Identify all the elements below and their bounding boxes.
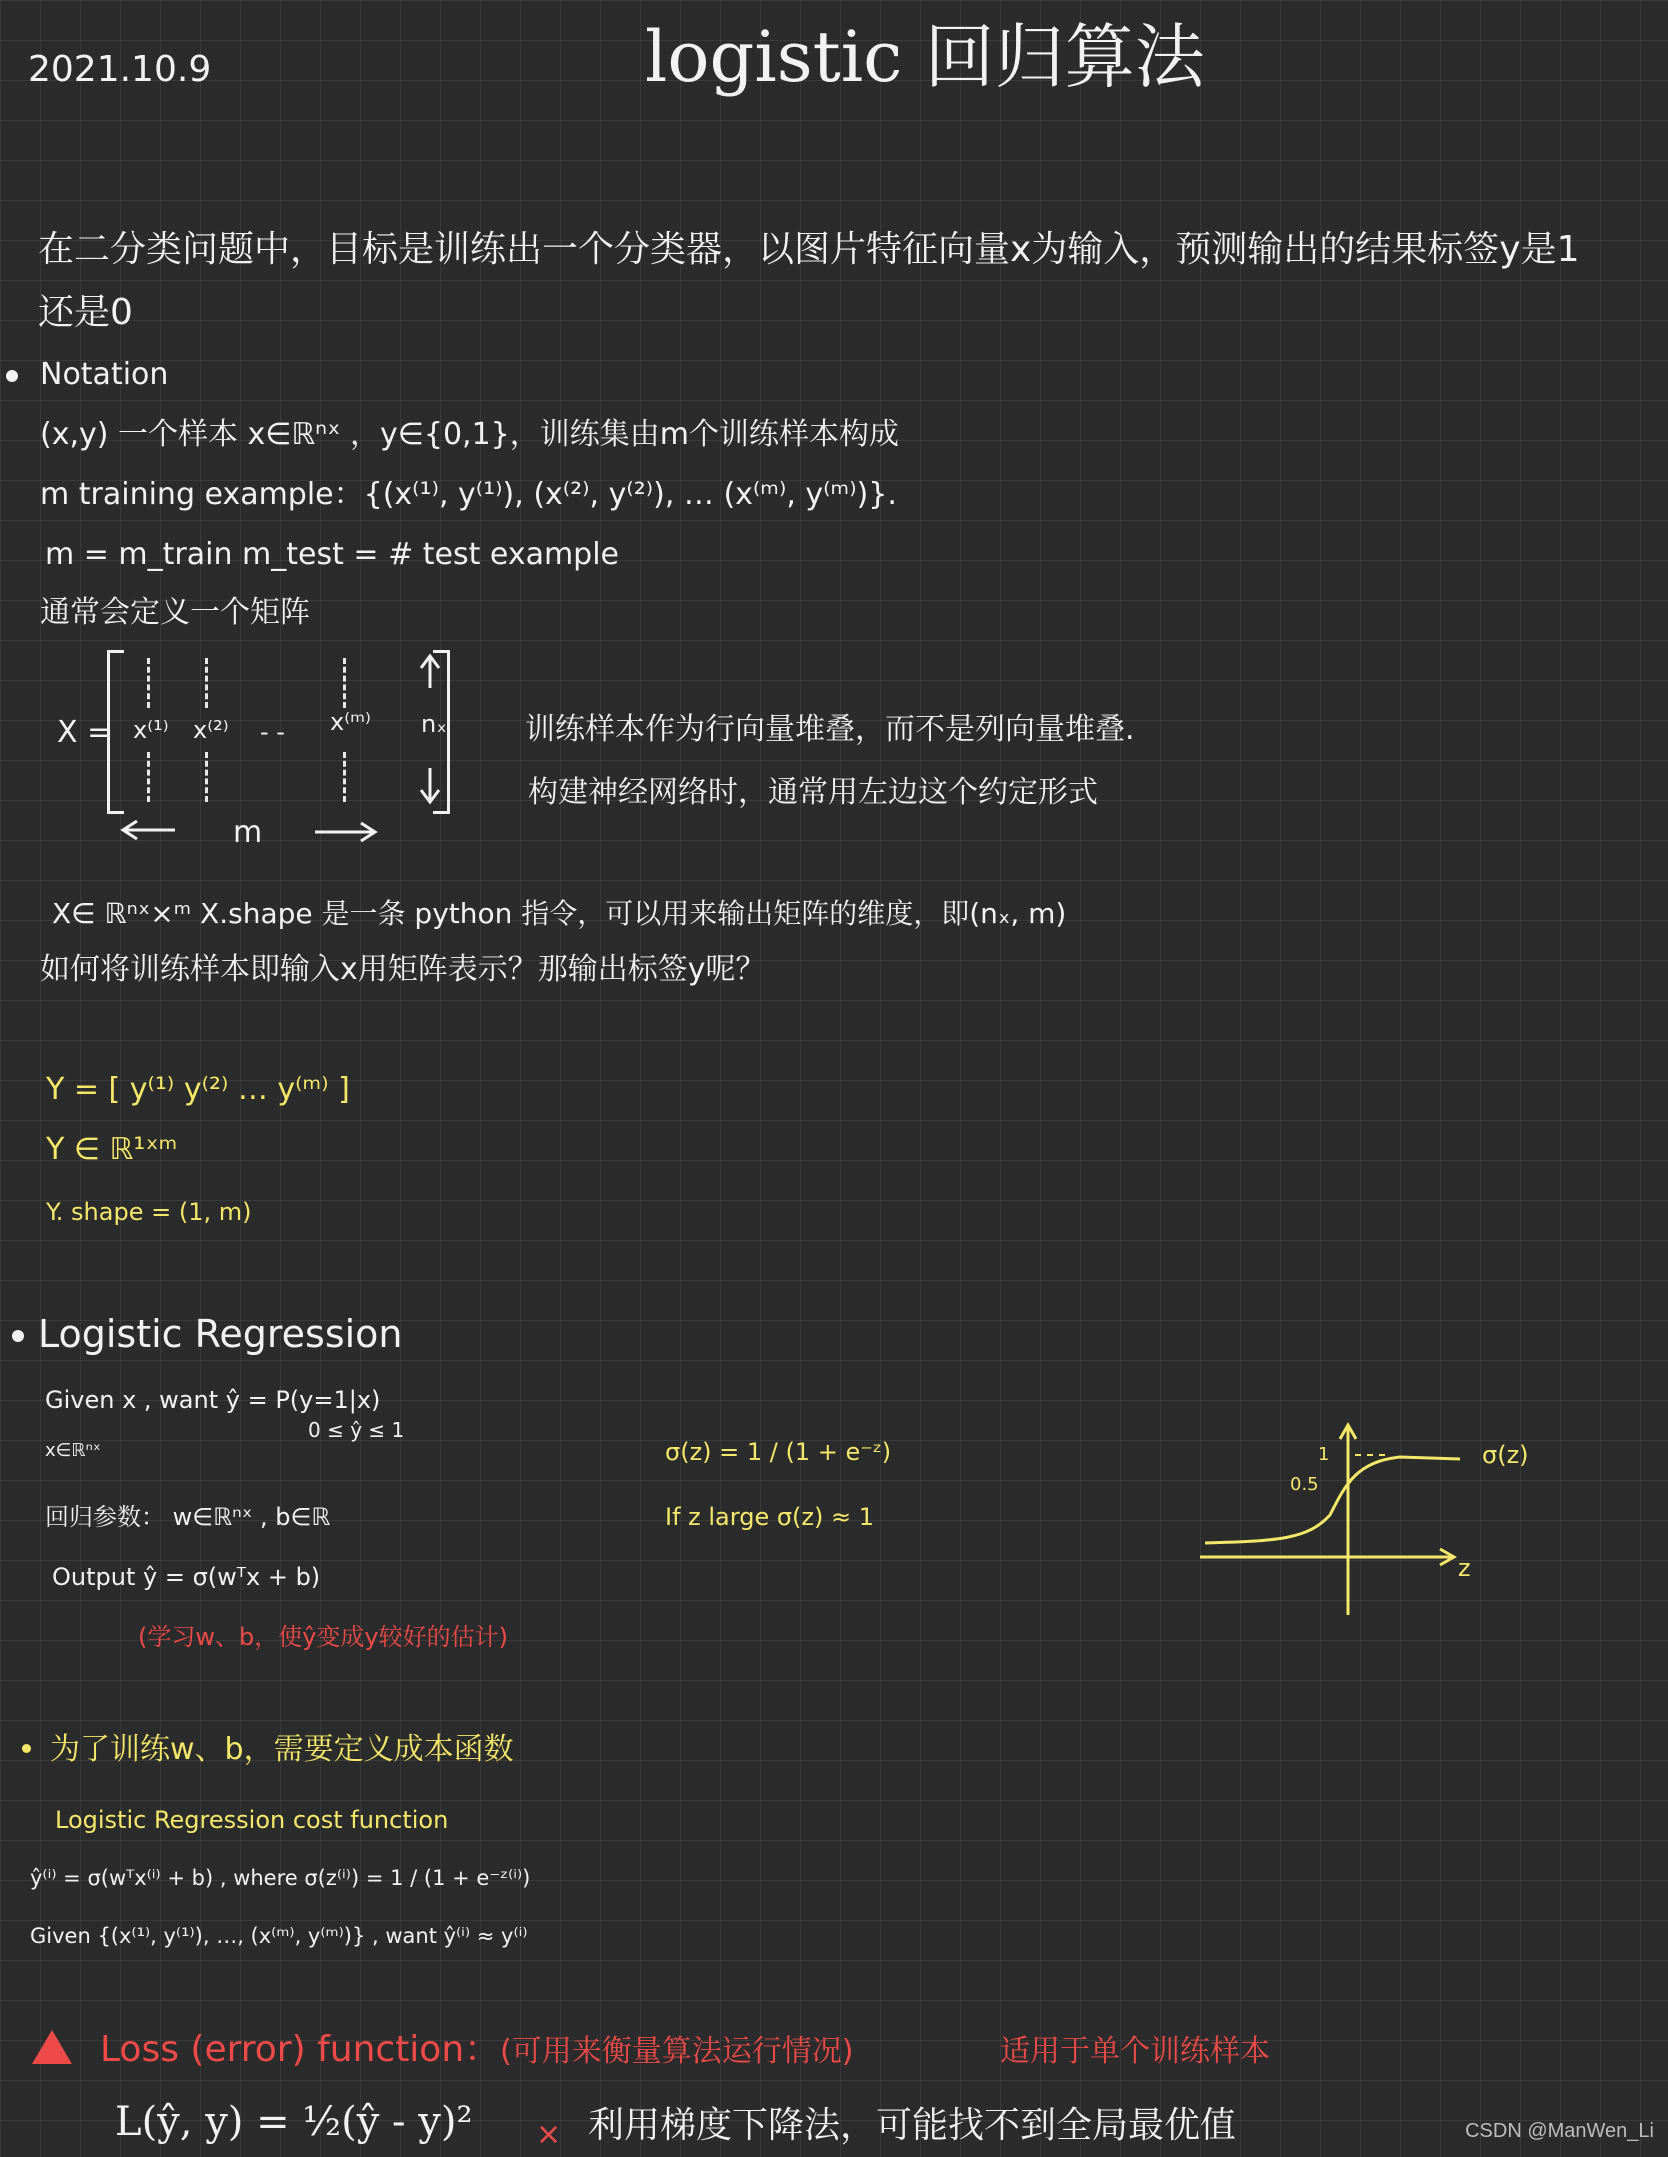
logistic-range: 0 ≤ ŷ ≤ 1: [308, 1418, 405, 1442]
logistic-output: Output ŷ = σ(wᵀx + b): [52, 1563, 321, 1591]
matrix-note-2: 构建神经网络时，通常用左边这个约定形式: [528, 775, 1098, 810]
sigma-large: If z large σ(z) ≈ 1: [665, 1503, 875, 1531]
matrix-intro: 通常会定义一个矩阵: [40, 595, 310, 630]
loss-title: Loss (error) function：: [100, 2029, 501, 2070]
graph-one-label: 1: [1318, 1444, 1330, 1465]
logistic-x-space: x∈ℝⁿˣ: [45, 1440, 101, 1461]
cost-yhat: ŷ⁽ⁱ⁾ = σ(wᵀx⁽ⁱ⁾ + b) , where σ(z⁽ⁱ⁾) = 1 / (1 + e⁻ᶻ⁽ⁱ⁾): [30, 1866, 531, 1890]
matrix-col: - -: [260, 718, 285, 746]
sigmoid-graph: [1190, 1415, 1470, 1625]
watermark: CSDN @ManWen_Li: [1465, 2120, 1654, 2142]
matrix-col: x⁽ᵐ⁾: [330, 708, 371, 736]
date: 2021.10.9: [28, 49, 212, 90]
notation-mtrain: m = m_train m_test = # test example: [45, 537, 620, 572]
warning-triangle-icon: [32, 2030, 72, 2064]
logistic-note: (学习w、b，使ŷ变成y较好的估计): [138, 1623, 508, 1651]
intro-line-1: 在二分类问题中，目标是训练出一个分类器，以图片特征向量x为输入，预测输出的结果标签y是1: [38, 229, 1580, 270]
loss-formula: L(ŷ, y) = ½(ŷ - y)²: [115, 2099, 473, 2145]
bullet-dot: [12, 1330, 24, 1342]
matrix-col: x⁽¹⁾: [133, 716, 169, 744]
notation-examples: m training example：{(x⁽¹⁾, y⁽¹⁾), (x⁽²⁾, y⁽²⁾), … (x⁽ᵐ⁾, y⁽ᵐ⁾)}.: [40, 477, 897, 512]
intro-line-2: 还是0: [38, 292, 133, 333]
notation-sample: (x,y) 一个样本 x∈ℝⁿˣ ，y∈{0,1}，训练集由m个训练样本构成: [40, 417, 899, 452]
question-line: 如何将训练样本即输入x用矩阵表示？那输出标签y呢？: [40, 952, 766, 987]
bullet-dot: [6, 370, 18, 382]
notation-heading: Notation: [40, 357, 169, 392]
cost-given: Given {(x⁽¹⁾, y⁽¹⁾), …, (x⁽ᵐ⁾, y⁽ᵐ⁾)} , want ŷ⁽ⁱ⁾ ≈ y⁽ⁱ⁾: [30, 1924, 528, 1948]
loss-single: 适用于单个训练样本: [1000, 2034, 1270, 2069]
nx-label: nₓ: [421, 710, 447, 738]
bullet-dot: [22, 1744, 31, 1753]
graph-function-label: σ(z): [1482, 1441, 1529, 1469]
graph-z-label: z: [1458, 1554, 1471, 1582]
cost-heading: Logistic Regression cost function: [55, 1806, 449, 1834]
cross-mark: ×: [536, 2117, 562, 2152]
loss-note: 利用梯度下降法，可能找不到全局最优值: [588, 2105, 1237, 2146]
logistic-given: Given x , want ŷ = P(y=1|x): [45, 1386, 381, 1414]
page-title: logistic 回归算法: [645, 16, 1205, 98]
y-shape-line: Y. shape = (1, m): [46, 1198, 252, 1226]
loss-paren: (可用来衡量算法运行情况): [500, 2034, 854, 2069]
matrix-arrows: [55, 650, 475, 850]
matrix-col: x⁽²⁾: [193, 716, 229, 744]
graph-half-label: 0.5: [1290, 1474, 1319, 1495]
matrix-x: [55, 650, 475, 850]
y-dim-line: Y ∈ ℝ¹ˣᵐ: [46, 1132, 178, 1167]
matrix-note-1: 训练样本作为行向量堆叠，而不是列向量堆叠.: [525, 712, 1135, 747]
shape-line: X∈ ℝⁿˣ×ᵐ X.shape 是一条 python 指令，可以用来输出矩阵的维度，即(nₓ, m): [52, 897, 1067, 930]
m-label: m: [233, 815, 263, 850]
logistic-params: 回归参数： w∈ℝⁿˣ , b∈ℝ: [45, 1503, 331, 1531]
matrix-label: X =: [57, 715, 113, 750]
cost-bullet: 为了训练w、b，需要定义成本函数: [50, 1732, 514, 1767]
logistic-heading: Logistic Regression: [38, 1312, 403, 1356]
y-matrix-line: Y = [ y⁽¹⁾ y⁽²⁾ … y⁽ᵐ⁾ ]: [46, 1072, 350, 1107]
sigma-definition: σ(z) = 1 / (1 + e⁻ᶻ): [665, 1438, 892, 1466]
